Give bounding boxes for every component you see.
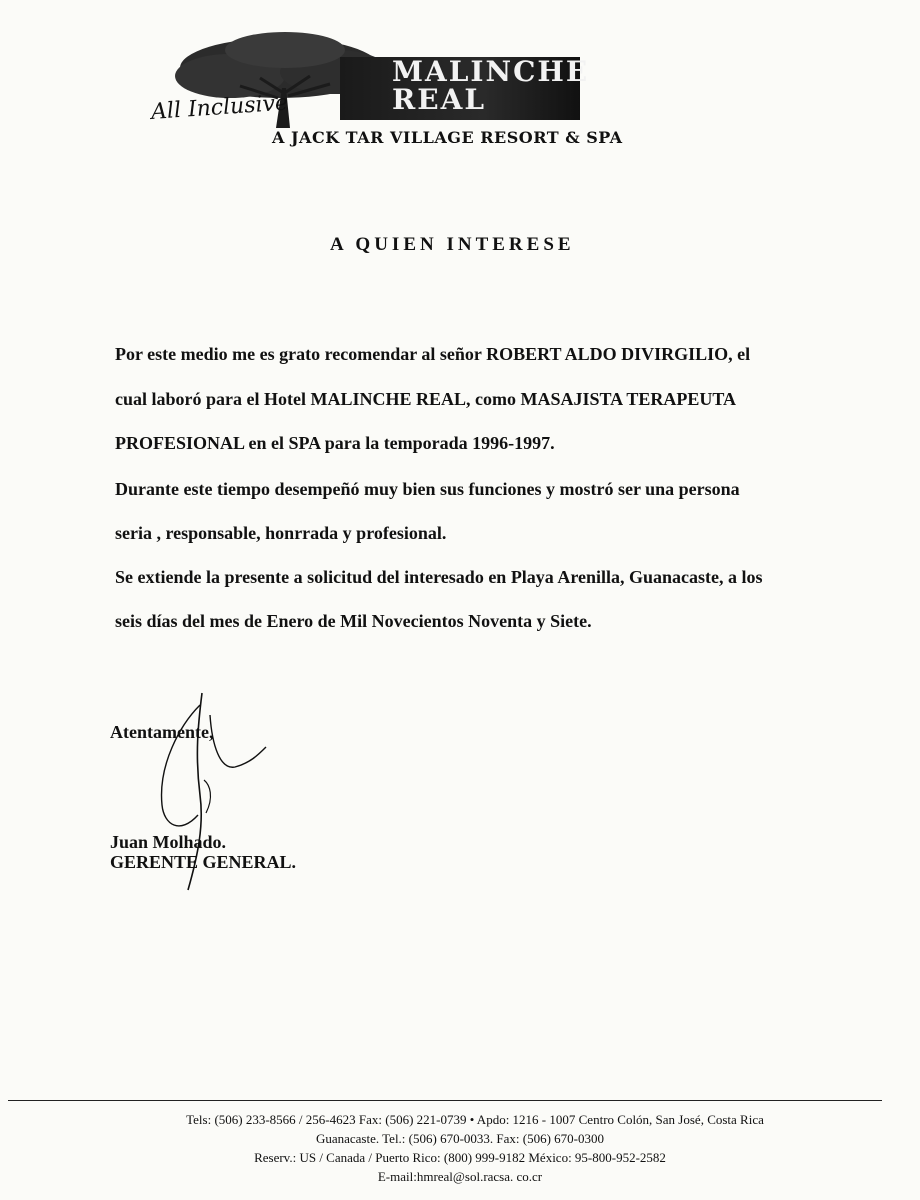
footer-line: Reserv.: US / Canada / Puerto Rico: (800) 999-9182 México: 95-800-952-2582	[254, 1150, 666, 1165]
all-inclusive-script: All Inclusive	[150, 90, 289, 125]
brand-line-2: REAL	[392, 83, 487, 116]
body-line: Se extiende la presente a solicitud del interesado en Playa Arenilla, Guanacaste, a los	[115, 567, 763, 587]
footer-contact	[0, 1110, 920, 1186]
signer-title: GERENTE GENERAL.	[110, 852, 297, 872]
brand-line-1: MALINCHE	[392, 55, 590, 88]
brand-name	[392, 55, 590, 116]
footer-line: E-mail:hmreal@sol.racsa. co.cr	[377, 1169, 543, 1184]
closing-salutation: Atentamente,	[110, 722, 214, 742]
signer-name: Juan Molhado.	[110, 832, 227, 852]
body-line: cual laboró para el Hotel MALINCHE REAL, como MASAJISTA TERAPEUTA	[115, 389, 737, 409]
resort-tagline: A JACK TAR VILLAGE RESORT & SPA	[272, 128, 623, 147]
body-line: seria , responsable, honrrada y profesional.	[115, 523, 447, 543]
body-line: Por este medio me es grato recomendar al señor ROBERT ALDO DIVIRGILIO, el	[115, 344, 751, 364]
body-line: seis días del mes de Enero de Mil Novecientos Noventa y Siete.	[115, 611, 592, 631]
footer-line: Guanacaste. Tel.: (506) 670-0033. Fax: (506) 670-0300	[315, 1131, 605, 1146]
body-line: PROFESIONAL en el SPA para la temporada 1996-1997.	[115, 433, 555, 453]
letter-heading: A QUIEN INTERESE	[330, 234, 575, 255]
body-line: Durante este tiempo desempeñó muy bien sus funciones y mostró ser una persona	[115, 479, 740, 499]
footer-divider	[8, 1100, 882, 1101]
footer-line: Tels: (506) 233-8566 / 256-4623 Fax: (506) 221-0739 • Apdo: 1216 - 1007 Centro Colón, San José, Costa Rica	[186, 1112, 764, 1127]
